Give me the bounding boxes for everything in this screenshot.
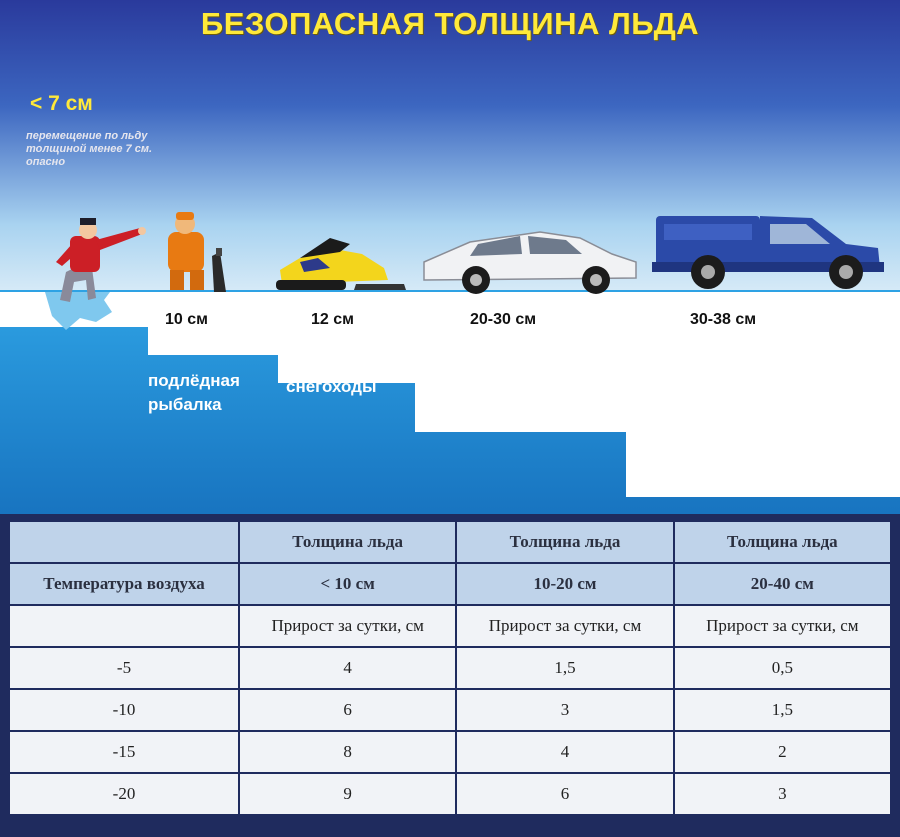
ice-growth-table: [8, 520, 892, 816]
header-cell: Толщина льда: [456, 521, 673, 563]
header-cell: [9, 521, 239, 563]
poster-title: БЕЗОПАСНАЯ ТОЛЩИНА ЛЬДА: [200, 6, 700, 41]
step-label: пикапы: [694, 393, 758, 412]
warning-thickness: < 7 см: [30, 92, 93, 115]
header-cell: < 10 см: [239, 563, 456, 605]
subheader-cell: [9, 605, 239, 647]
table-cell: -5: [9, 647, 239, 689]
table-cell: 2: [674, 731, 891, 773]
table-cell: 4: [456, 731, 673, 773]
step-label: снегоходы: [286, 377, 377, 396]
header-cell: Толщина льда: [674, 521, 891, 563]
table-cell: 0,5: [674, 647, 891, 689]
subheader-row: [9, 605, 891, 647]
header-cell: 20-40 см: [674, 563, 891, 605]
ice-growth-table-panel: [0, 514, 900, 837]
table-row: [9, 731, 891, 773]
step-thickness: 10 см: [165, 311, 208, 328]
table-row: [9, 773, 891, 815]
table-cell: -20: [9, 773, 239, 815]
table-cell: 1,5: [674, 689, 891, 731]
header-cell: Толщина льда: [239, 521, 456, 563]
table-cell: -10: [9, 689, 239, 731]
table-cell: 9: [239, 773, 456, 815]
table-cell: 6: [239, 689, 456, 731]
step-label: джипы: [694, 369, 753, 388]
subheader-cell: Прирост за сутки, см: [674, 605, 891, 647]
step-label: рыбалка: [148, 395, 222, 414]
step-thickness: 30-38 см: [690, 311, 757, 328]
table-row: [9, 647, 891, 689]
table-cell: 3: [674, 773, 891, 815]
table-row: [9, 689, 891, 731]
step-thickness: 12 см: [311, 311, 354, 328]
step-thickness: 20-30 см: [470, 311, 537, 328]
subheader-cell: Прирост за сутки, см: [239, 605, 456, 647]
header-cell: 10-20 см: [456, 563, 673, 605]
table-cell: 3: [456, 689, 673, 731]
table-cell: 4: [239, 647, 456, 689]
step-label: подлёдная: [148, 371, 240, 390]
header-cell: Температура воздуха: [9, 563, 239, 605]
table-cell: 8: [239, 731, 456, 773]
table-cell: 6: [456, 773, 673, 815]
subheader-cell: Прирост за сутки, см: [456, 605, 673, 647]
header-row: [9, 563, 891, 605]
warning-note: перемещение по льду толщиной менее 7 см. опасно: [26, 130, 153, 168]
step-label: легковые: [468, 365, 549, 384]
table-cell: -15: [9, 731, 239, 773]
step-label: автомобили: [468, 389, 571, 408]
table-cell: 1,5: [456, 647, 673, 689]
header-row: [9, 521, 891, 563]
